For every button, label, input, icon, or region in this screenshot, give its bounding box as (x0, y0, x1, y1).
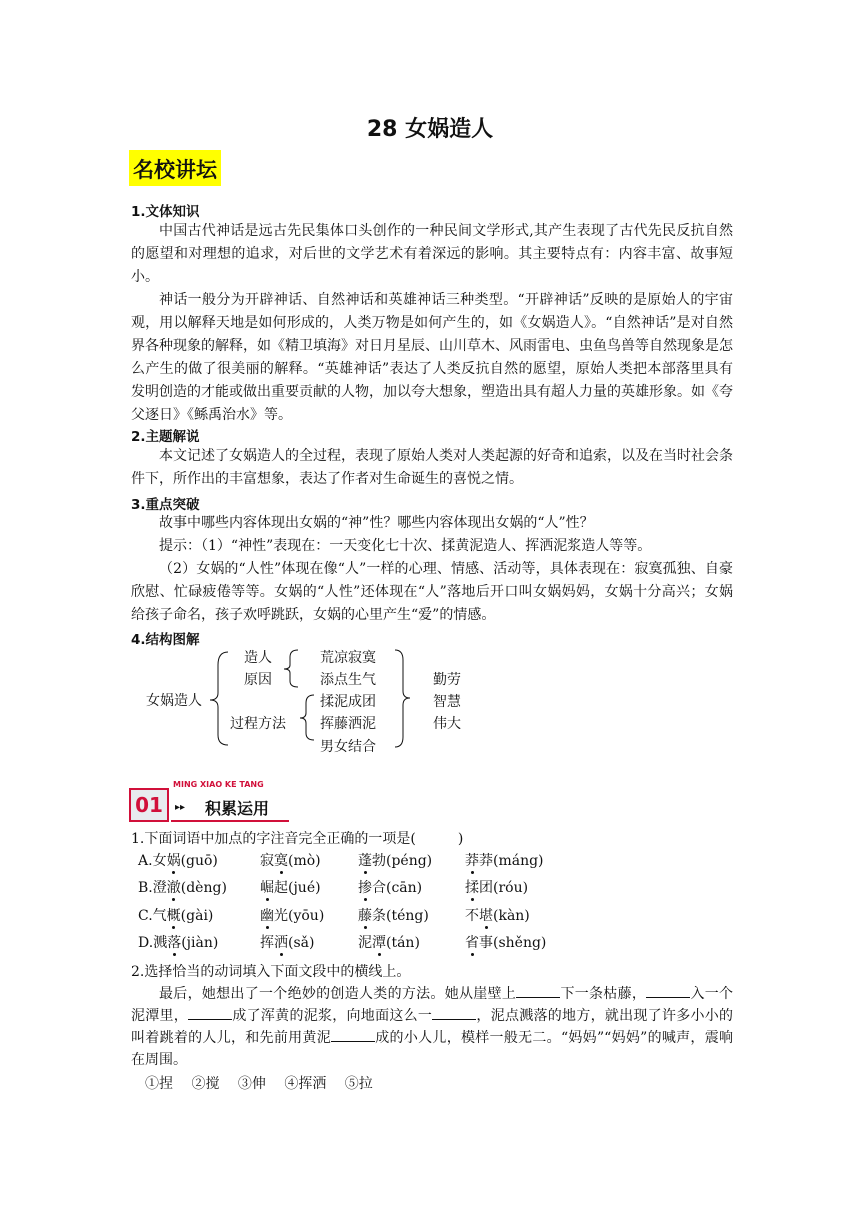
option-word (138, 877, 227, 897)
word-char: 不 (465, 908, 479, 924)
option-word (465, 932, 546, 952)
dotted-char: 洒 (274, 935, 288, 951)
dotted-char: 堪 (479, 908, 493, 924)
option-word (260, 850, 321, 870)
page-title: 28 女娲造人 (366, 117, 494, 142)
word-rest-pinyin: (mò) (288, 853, 321, 869)
reason-item: 添点生气 (320, 672, 376, 688)
badge-number: 01 (129, 788, 169, 822)
passage-text: 成了浑黄的泥浆，向地面这么一 (232, 1008, 433, 1024)
trait: 智慧 (433, 694, 461, 710)
word-rest-pinyin: 勃(péng) (372, 853, 433, 869)
double-arrow-icon: ▸▸ (175, 802, 186, 813)
option-letter: D. (138, 935, 154, 951)
badge-label: 积累运用 (205, 799, 270, 818)
question-2-stem: 2.选择恰当的动词填入下面文段中的横线上。 (131, 964, 411, 980)
option-word (465, 850, 544, 870)
dotted-char: 藤 (358, 908, 372, 924)
fill-blank[interactable] (516, 983, 560, 998)
word-rest-pinyin: (jiàn) (181, 935, 219, 951)
process-item: 男女结合 (320, 739, 376, 755)
option-word (358, 850, 432, 870)
badge-underline (171, 820, 289, 822)
option-word (465, 877, 528, 897)
dotted-char: 蓬 (358, 853, 372, 869)
dotted-char: 潭 (372, 935, 386, 951)
dotted-char: 莽 (465, 853, 479, 869)
word-char: 泥 (358, 935, 372, 951)
dotted-char: 省 (465, 935, 479, 951)
option-word (358, 877, 422, 897)
passage-text: 成的小人儿，模样一般无二。“妈妈”“妈妈”的喊声，震响在周围。 (131, 1030, 733, 1068)
option-word (138, 932, 218, 952)
option-letter: B. (138, 880, 153, 896)
dotted-char: 概 (166, 908, 181, 924)
paragraph: 本文记述了女娲造人的全过程，表现了原始人类对人类起源的好奇和追索，以及在当时社会条件下，所作出的丰富想象，表达了作者对生命诞生的喜悦之情。 (131, 448, 733, 487)
section-badge (129, 780, 291, 822)
dotted-char: 幽 (260, 908, 274, 924)
word-rest-pinyin: 合(cān) (372, 880, 423, 896)
word-char: 气 (152, 908, 167, 924)
option-letter: C. (138, 908, 153, 924)
word-rest-pinyin: 起(jué) (274, 880, 321, 896)
option-letter: A. (138, 853, 153, 869)
option-word (138, 905, 213, 925)
word-rest-pinyin: 团(róu) (479, 880, 529, 896)
section-banner: 名校讲坛 (129, 150, 221, 186)
fill-blank[interactable] (331, 1027, 375, 1042)
dotted-char: 娲 (166, 853, 181, 869)
word-rest-pinyin: (tán) (386, 935, 420, 951)
option-word (260, 932, 314, 952)
question-1-stem: 1.下面词语中加点的字注音完全正确的一项是( ) (131, 831, 464, 847)
word-char: 澄 (152, 880, 167, 896)
word-rest-pinyin: (guō) (180, 853, 218, 869)
fill-blank[interactable] (646, 983, 690, 998)
trait: 勤劳 (433, 672, 461, 688)
option-word (138, 850, 218, 870)
dotted-char: 澈 (166, 880, 181, 896)
branch-reason-line1: 造人 (244, 650, 272, 666)
option-word (260, 905, 324, 925)
fill-blank[interactable] (432, 1005, 476, 1020)
word-rest-pinyin: 光(yōu) (274, 908, 325, 924)
process-item: 挥藤洒泥 (320, 716, 376, 732)
dotted-char: 掺 (358, 880, 372, 896)
heading-structure: 4.结构图解 (131, 632, 200, 648)
option-word (358, 932, 420, 952)
paragraph: 神话一般分为开辟神话、自然神话和英雄神话三种类型。“开辟神话”反映的是原始人的宇宙观，用以解释天地是如何形成的，人类万物是如何产生的，如《女娲造人》。“自然神话”是对自然界各种现象的解释，如《精卫填海》对日月星辰、山川草木、风雨雷电、虫鱼鸟兽等自然现象是怎么产生的做了很美丽的解释。“英雄神话”表达了人类反抗自然的愿望，原始人类把本部落里具有发明创造的才能或做出重要贡献的人物，加以夸大想象，塑造出具有超人力量的英雄形象。如《夸父逐日》《鲧禹治水》等。 (131, 292, 733, 423)
passage-text: ，泥点溅落的地方，就出现了许多小小的叫着跳着的人儿，和先前用黄泥 (131, 1008, 734, 1046)
process-item: 揉泥成团 (320, 694, 376, 710)
option-word (358, 905, 429, 925)
dotted-char: 揉 (465, 880, 479, 896)
reason-item: 荒凉寂寞 (320, 650, 376, 666)
heading-key-points: 3.重点突破 (131, 497, 200, 513)
word-rest-pinyin: 条(téng) (372, 908, 429, 924)
branch-process: 过程方法 (230, 716, 286, 732)
word-rest-pinyin: (gài) (180, 908, 214, 924)
word-rest-pinyin: (kàn) (493, 908, 530, 924)
option-word (465, 905, 530, 925)
question-2-options: ①捏 ②搅 ③伸 ④挥洒 ⑤拉 (145, 1076, 373, 1092)
dotted-char: 落 (167, 935, 182, 951)
dotted-char: 寞 (274, 853, 288, 869)
word-rest-pinyin: (sǎ) (288, 935, 315, 951)
passage-text: 最后，她想出了一个绝妙的创造人类的方法。她从崖壁上 (159, 986, 517, 1002)
word-rest-pinyin: (dèng) (180, 880, 227, 896)
root-node: 女娲造人 (146, 693, 202, 709)
heading-genre: 1.文体知识 (131, 204, 200, 220)
word-rest-pinyin: 莽(máng) (479, 853, 544, 869)
option-word (260, 877, 321, 897)
heading-theme: 2.主题解说 (131, 429, 200, 445)
word-rest-pinyin: 事(shěng) (479, 935, 547, 951)
passage-text: 下一条枯藤， (560, 986, 647, 1002)
word-char: 女 (152, 853, 167, 869)
word-char: 挥 (260, 935, 274, 951)
branch-reason-line2: 原因 (244, 672, 272, 688)
dotted-char: 崛 (260, 880, 274, 896)
paragraph: 中国古代神话是远古先民集体口头创作的一种民间文学形式,其产生表现了古代先民反抗自然的愿望和对理想的追求，对后世的文学艺术有着深远的影响。其主要特点有：内容丰富、故事短小。 (131, 223, 733, 285)
paragraph: 提示：（1）“神性”表现在：一天变化七十次、揉黄泥造人、挥洒泥浆造人等等。 (159, 538, 652, 554)
structure-diagram (140, 645, 500, 755)
paragraph: （2）女娲的“人性”体现在像“人”一样的心理、情感、活动等，具体表现在：寂寞孤独、自豪欣慰、忙碌疲倦等等。女娲的“人性”还体现在“人”落地后开口叫女娲妈妈，女娲十分高兴；女娲给孩子命名，孩子欢呼跳跃，女娲的心里产生“爱”的情感。 (131, 561, 733, 623)
fill-blank[interactable] (188, 1005, 232, 1020)
paragraph: 故事中哪些内容体现出女娲的“神”性？哪些内容体现出女娲的“人”性？ (159, 515, 594, 531)
word-char: 寂 (260, 853, 274, 869)
word-char: 溅 (153, 935, 168, 951)
question-2-passage (131, 983, 733, 1071)
passage-text: 入一个泥潭里， (131, 986, 734, 1024)
badge-pinyin: MING XIAO KE TANG (173, 780, 264, 789)
trait: 伟大 (433, 716, 461, 732)
